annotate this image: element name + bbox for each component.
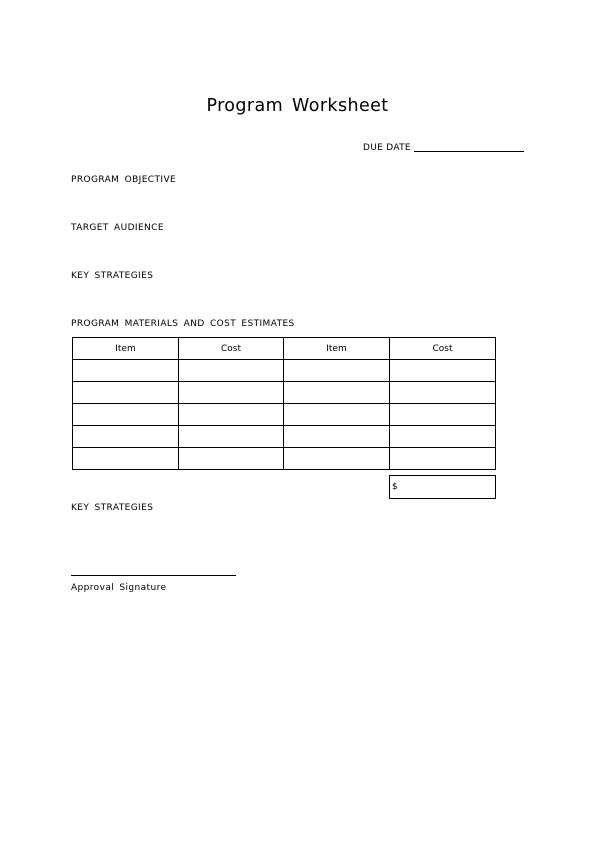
- target-audience-label: TARGET AUDIENCE: [71, 223, 164, 233]
- table-cell[interactable]: [284, 382, 390, 404]
- cost-estimates-table: [72, 337, 496, 470]
- table-header-row: [73, 338, 496, 360]
- approval-signature-line[interactable]: [71, 575, 236, 576]
- header-cost-2: Cost: [390, 338, 496, 360]
- table-cell[interactable]: [390, 448, 496, 470]
- table-cell[interactable]: [179, 360, 284, 382]
- table-cell[interactable]: [390, 360, 496, 382]
- table-row: [73, 404, 496, 426]
- table-cell[interactable]: [179, 426, 284, 448]
- table-cell[interactable]: [284, 404, 390, 426]
- approval-signature-label: Approval Signature: [71, 583, 167, 593]
- table-cell[interactable]: [390, 426, 496, 448]
- table-cell[interactable]: [73, 426, 179, 448]
- table-cell[interactable]: [73, 404, 179, 426]
- table-cell[interactable]: [284, 448, 390, 470]
- table-row: [73, 360, 496, 382]
- table-row: [73, 448, 496, 470]
- table-cell[interactable]: [73, 382, 179, 404]
- table-row: [73, 426, 496, 448]
- table-cell[interactable]: [73, 360, 179, 382]
- table-cell[interactable]: [179, 448, 284, 470]
- total-cost-field[interactable]: [389, 475, 496, 499]
- header-cost-1: Cost: [179, 338, 284, 360]
- table-cell[interactable]: [390, 382, 496, 404]
- key-strategies-label: KEY STRATEGIES: [71, 271, 154, 281]
- due-date-label: DUE DATE: [363, 143, 411, 153]
- program-objective-label: PROGRAM OBJECTIVE: [71, 175, 177, 185]
- key-strategies-label-2: KEY STRATEGIES: [71, 503, 154, 513]
- table-cell[interactable]: [73, 448, 179, 470]
- document-title: Program Worksheet: [206, 96, 389, 116]
- total-currency-symbol: $: [392, 482, 398, 492]
- header-item-1: Item: [73, 338, 179, 360]
- table-row: [73, 382, 496, 404]
- due-date-field[interactable]: [414, 151, 524, 152]
- table-cell[interactable]: [284, 426, 390, 448]
- materials-cost-label: PROGRAM MATERIALS AND COST ESTIMATES: [71, 319, 295, 329]
- table-cell[interactable]: [179, 404, 284, 426]
- table-cell[interactable]: [390, 404, 496, 426]
- header-item-2: Item: [284, 338, 390, 360]
- table-cell[interactable]: [179, 382, 284, 404]
- table-cell[interactable]: [284, 360, 390, 382]
